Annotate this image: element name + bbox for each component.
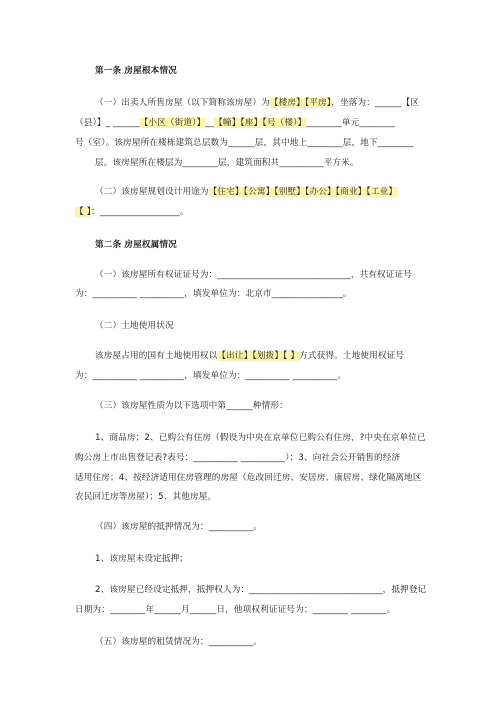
text-line: （二）土地使用状况 [95, 321, 174, 331]
text-line: 1、该房屋未设定抵押； [95, 554, 189, 564]
text-line: 【 】：__________________。 [75, 207, 189, 217]
text-line: 为：__________ __________，填发单位为：北京市________________。 [75, 289, 352, 299]
option-bracket: 【公寓】 [243, 187, 275, 197]
option-bracket: 【别墅】 [274, 187, 306, 197]
option-bracket: 【幢】 [214, 118, 241, 128]
text-line: 日期为：________年______月______日，他项权利证证号为：________ ________。 [75, 605, 396, 615]
option-bracket: 【楼房】 [269, 98, 305, 108]
option-bracket: 【出让】 [217, 351, 253, 361]
text-line: （一）该房屋所有权证证号为：______________________________，共有权证证号 [95, 270, 413, 280]
option-bracket: 【划拨】 [252, 351, 284, 361]
text-line: 号（室）。该房屋所在楼栋建筑总层数为______层，其中地上________层，地下________ [75, 138, 414, 148]
option-bracket: 【座】 [240, 118, 263, 128]
text-line: 适用住房；4、按经济适用住房管理的房屋（危改回迁房、安居房、康居房、绿化隔离地区 [75, 473, 422, 483]
option-bracket: 【 】 [75, 207, 92, 217]
text-line: （二）该房屋规划设计用途为【住宅】【公寓】【别墅】【办公】【商业】【工业】 [95, 187, 398, 197]
text-line: 2、该房屋已经设定抵押，抵押权人为：______________________________，抵押登记 [95, 585, 427, 595]
text-line: （五）该房屋的租赁情况为：__________。 [95, 637, 262, 647]
text-line: （一）出卖人所售房屋（以下简称该房屋）为【楼房】【平房】，坐落为：______【区 [95, 98, 420, 108]
text-line: （三）该房屋性质为以下选项中第______种情形： [95, 401, 288, 411]
text-line: 层。该房屋所在楼层为________层，建筑面积共__________平方米。 [95, 158, 359, 168]
option-bracket: 【小区（街道）】 [139, 118, 206, 128]
text-line: 该房屋占用的国有土地使用权以【出让】【划拨】【 】方式获得。土地使用权证号 [95, 351, 405, 361]
section-1-heading: 第一条 房屋根本情况 [95, 66, 177, 76]
option-bracket: 【工业】 [366, 187, 398, 197]
text-line: （四）该房屋的抵押情况为：__________。 [95, 522, 262, 532]
option-bracket: 【号（楼）】 [262, 118, 307, 128]
text-line: （县）】_ ______【小区（街道）】__【幢】【座】【号（楼）】________单元________ [75, 118, 395, 128]
option-bracket: 【住宅】 [208, 187, 244, 197]
text-line: 1、商品房；2、已购公有住房（假设为中央在京单位已购公有住房，?中央在京单位已 [95, 433, 426, 443]
option-bracket: 【办公】 [305, 187, 336, 197]
text-line: 为：__________ __________，填发单位为：__________ __________。 [75, 371, 347, 381]
section-2-heading: 第二条 房屋权属情况 [95, 240, 177, 250]
option-bracket: 【商业】 [335, 187, 367, 197]
option-bracket: 【平房】 [304, 98, 332, 108]
text-line: 购公房上市出售登记表?表号：__________ __________）；3、向社会公开销售的经济 [75, 453, 401, 463]
option-bracket: 【 】 [283, 351, 300, 361]
text-line: 农民回迁房等房屋）；5、其他房屋。 [75, 492, 217, 502]
